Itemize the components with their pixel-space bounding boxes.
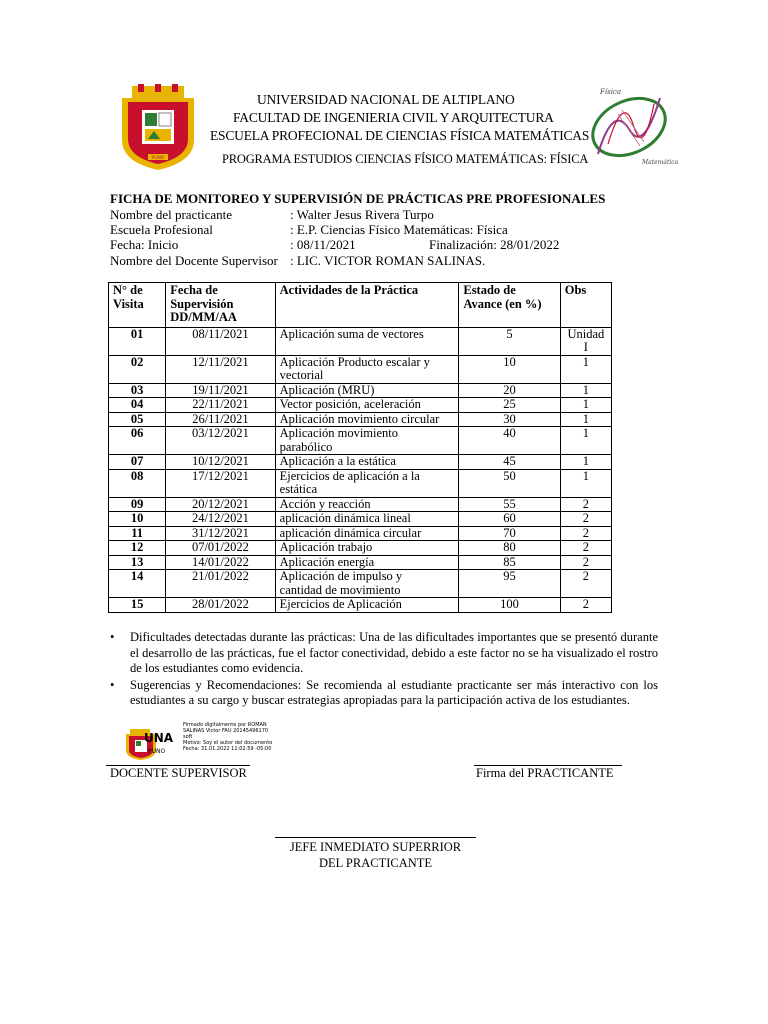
cell-progress: 5	[459, 327, 560, 355]
header-faculty: FACULTAD DE INGENIERIA CIVIL Y ARQUITECTURA	[233, 110, 554, 125]
cell-obs: 2	[560, 497, 611, 512]
cell-date: 21/01/2022	[166, 570, 275, 598]
cell-obs: 2	[560, 526, 611, 541]
field-value: : Walter Jesus Rivera Turpo	[290, 207, 434, 222]
cell-progress: 25	[459, 398, 560, 413]
cell-progress: 30	[459, 412, 560, 427]
cell-obs: 2	[560, 598, 611, 613]
cell-num: 09	[109, 497, 166, 512]
table-row	[109, 383, 612, 398]
cell-activity: Ejercicios de Aplicación	[275, 598, 459, 613]
cell-progress: 40	[459, 427, 560, 455]
jefe-signature-line	[275, 837, 476, 838]
cell-activity: Aplicación trabajo	[275, 541, 459, 556]
cell-progress: 70	[459, 526, 560, 541]
cell-obs: 1	[560, 469, 611, 497]
table-row	[109, 512, 612, 527]
university-crest-logo	[118, 84, 198, 170]
cell-date: 31/12/2021	[166, 526, 275, 541]
cell-obs: 2	[560, 570, 611, 598]
field-label: Escuela Profesional	[110, 222, 213, 237]
cell-progress: 20	[459, 383, 560, 398]
cell-date: 12/11/2021	[166, 355, 275, 383]
cell-progress: 95	[459, 570, 560, 598]
cell-obs: 2	[560, 555, 611, 570]
cell-obs: 2	[560, 512, 611, 527]
cell-num: 13	[109, 555, 166, 570]
cell-activity: Aplicación Producto escalar y vectorial	[275, 355, 459, 383]
cell-date: 14/01/2022	[166, 555, 275, 570]
svg-text:Matemática: Matemática	[642, 159, 679, 166]
cell-progress: 50	[459, 469, 560, 497]
cell-progress: 60	[459, 512, 560, 527]
cell-date: 28/01/2022	[166, 598, 275, 613]
cell-num: 11	[109, 526, 166, 541]
docente-supervisor-label: DOCENTE SUPERVISOR	[110, 766, 247, 780]
cell-num: 14	[109, 570, 166, 598]
cell-num: 15	[109, 598, 166, 613]
field-label: Nombre del Docente Supervisor	[110, 253, 278, 268]
field-label: Nombre del practicante	[110, 207, 232, 222]
cell-date: 08/11/2021	[166, 327, 275, 355]
cell-activity: Aplicación movimiento parabólico	[275, 427, 459, 455]
cell-num: 10	[109, 512, 166, 527]
cell-obs: 2	[560, 541, 611, 556]
jefe-label-line2: DEL PRACTICANTE	[318, 856, 433, 870]
cell-num: 03	[109, 383, 166, 398]
header-program: PROGRAMA ESTUDIOS CIENCIAS FÍSICO MATEMÁTICAS: FÍSICA	[222, 152, 589, 166]
cell-obs: 1	[560, 412, 611, 427]
cell-progress: 100	[459, 598, 560, 613]
cell-obs: Unidad I	[560, 327, 611, 355]
cell-obs: 1	[560, 383, 611, 398]
cell-activity: Aplicación a la estática	[275, 455, 459, 470]
cell-obs: 1	[560, 427, 611, 455]
cell-date: 07/01/2022	[166, 541, 275, 556]
header-obs: Obs	[560, 283, 611, 328]
field-label: Fecha: Inicio	[110, 237, 179, 252]
field-value: : E.P. Ciencias Físico Matemáticas: Física	[290, 222, 508, 237]
cell-obs: 1	[560, 455, 611, 470]
cell-activity: Vector posición, aceleración	[275, 398, 459, 413]
digital-signature-stamp: Firmado digitalmente por ROMAN SALINAS Victor FAU 20145496170 soft Motivo: Soy el autor del documento Fecha: 31.01.2022 11:02:59 -05:00	[183, 722, 273, 752]
cell-date: 26/11/2021	[166, 412, 275, 427]
cell-date: 10/12/2021	[166, 455, 275, 470]
table-row	[109, 398, 612, 413]
cell-num: 06	[109, 427, 166, 455]
cell-num: 01	[109, 327, 166, 355]
field-finalizacion: Finalización: 28/01/2022	[429, 237, 560, 252]
table-row	[109, 570, 612, 598]
table-row	[109, 469, 612, 497]
table-row	[109, 555, 612, 570]
cell-progress: 85	[459, 555, 560, 570]
cell-date: 03/12/2021	[166, 427, 275, 455]
table-row	[109, 455, 612, 470]
header-date: Fecha de Supervisión DD/MM/AA	[166, 283, 275, 328]
cell-date: 20/12/2021	[166, 497, 275, 512]
cell-date: 17/12/2021	[166, 469, 275, 497]
table-row	[109, 427, 612, 455]
observations	[110, 630, 658, 710]
cell-progress: 45	[459, 455, 560, 470]
cell-activity: Acción y reacción	[275, 497, 459, 512]
cell-activity: Aplicación (MRU)	[275, 383, 459, 398]
cell-date: 24/12/2021	[166, 512, 275, 527]
header-university: UNIVERSIDAD NACIONAL DE ALTIPLANO	[257, 92, 515, 107]
cell-activity: Ejercicios de aplicación a la estática	[275, 469, 459, 497]
una-sub-label: PUNO	[148, 748, 166, 755]
monitoring-table	[108, 282, 612, 613]
cell-progress: 10	[459, 355, 560, 383]
cell-num: 02	[109, 355, 166, 383]
jefe-label-line1: JEFE INMEDIATO SUPERRIOR	[289, 840, 462, 854]
bullet-difficulties: • Dificultades detectadas durante las prácticas: Una de las dificultades importantes que se presentó durante el desarrollo de las prácticas, fue el factor conectividad, debido a este factor no se ha visualizado el rostro de los estudiantes como evidencia.	[110, 630, 658, 675]
cell-activity: Aplicación energía	[275, 555, 459, 570]
practicante-signature-label: Firma del PRACTICANTE	[476, 766, 614, 780]
cell-obs: 1	[560, 355, 611, 383]
svg-text:PUNO: PUNO	[151, 156, 165, 161]
cell-num: 05	[109, 412, 166, 427]
cell-obs: 1	[560, 398, 611, 413]
header-progress: Estado de Avance (en %)	[459, 283, 560, 328]
cell-activity: Aplicación movimiento circular	[275, 412, 459, 427]
physics-math-logo	[588, 84, 679, 170]
field-value: : LIC. VICTOR ROMAN SALINAS.	[290, 253, 486, 268]
cell-date: 19/11/2021	[166, 383, 275, 398]
table-row	[109, 412, 612, 427]
document-title: FICHA DE MONITOREO Y SUPERVISIÓN DE PRÁCTICAS PRE PROFESIONALES	[110, 191, 606, 206]
cell-num: 08	[109, 469, 166, 497]
table-row	[109, 598, 612, 613]
bullet-recommendations: • Sugerencias y Recomendaciones: Se recomienda al estudiante practicante ser más interactivo con los estudiantes a su cargo y buscar estrategias apropiadas para la participación activa de los estudiantes.	[110, 677, 658, 707]
bullet-dot-icon: •	[110, 677, 115, 692]
table-row	[109, 327, 612, 355]
cell-activity: aplicación dinámica circular	[275, 526, 459, 541]
cell-activity: Aplicación de impulso y cantidad de movimiento	[275, 570, 459, 598]
table-row	[109, 541, 612, 556]
table-row	[109, 355, 612, 383]
cell-activity: aplicación dinámica lineal	[275, 512, 459, 527]
cell-progress: 55	[459, 497, 560, 512]
cell-num: 04	[109, 398, 166, 413]
svg-text:Física: Física	[600, 88, 622, 96]
table-row	[109, 497, 612, 512]
una-label: UNA	[144, 731, 174, 745]
table-header-row	[109, 283, 612, 328]
header-num: N° de Visita	[109, 283, 166, 328]
field-value: : 08/11/2021	[290, 237, 356, 252]
cell-num: 07	[109, 455, 166, 470]
cell-progress: 80	[459, 541, 560, 556]
cell-activity: Aplicación suma de vectores	[275, 327, 459, 355]
header-school: ESCUELA PROFECIONAL DE CIENCIAS FÍSICA MATEMÁTICAS	[210, 128, 590, 143]
table-row	[109, 526, 612, 541]
cell-num: 12	[109, 541, 166, 556]
bullet-dot-icon: •	[110, 630, 115, 644]
header-activities: Actividades de la Práctica	[275, 283, 459, 328]
cell-date: 22/11/2021	[166, 398, 275, 413]
